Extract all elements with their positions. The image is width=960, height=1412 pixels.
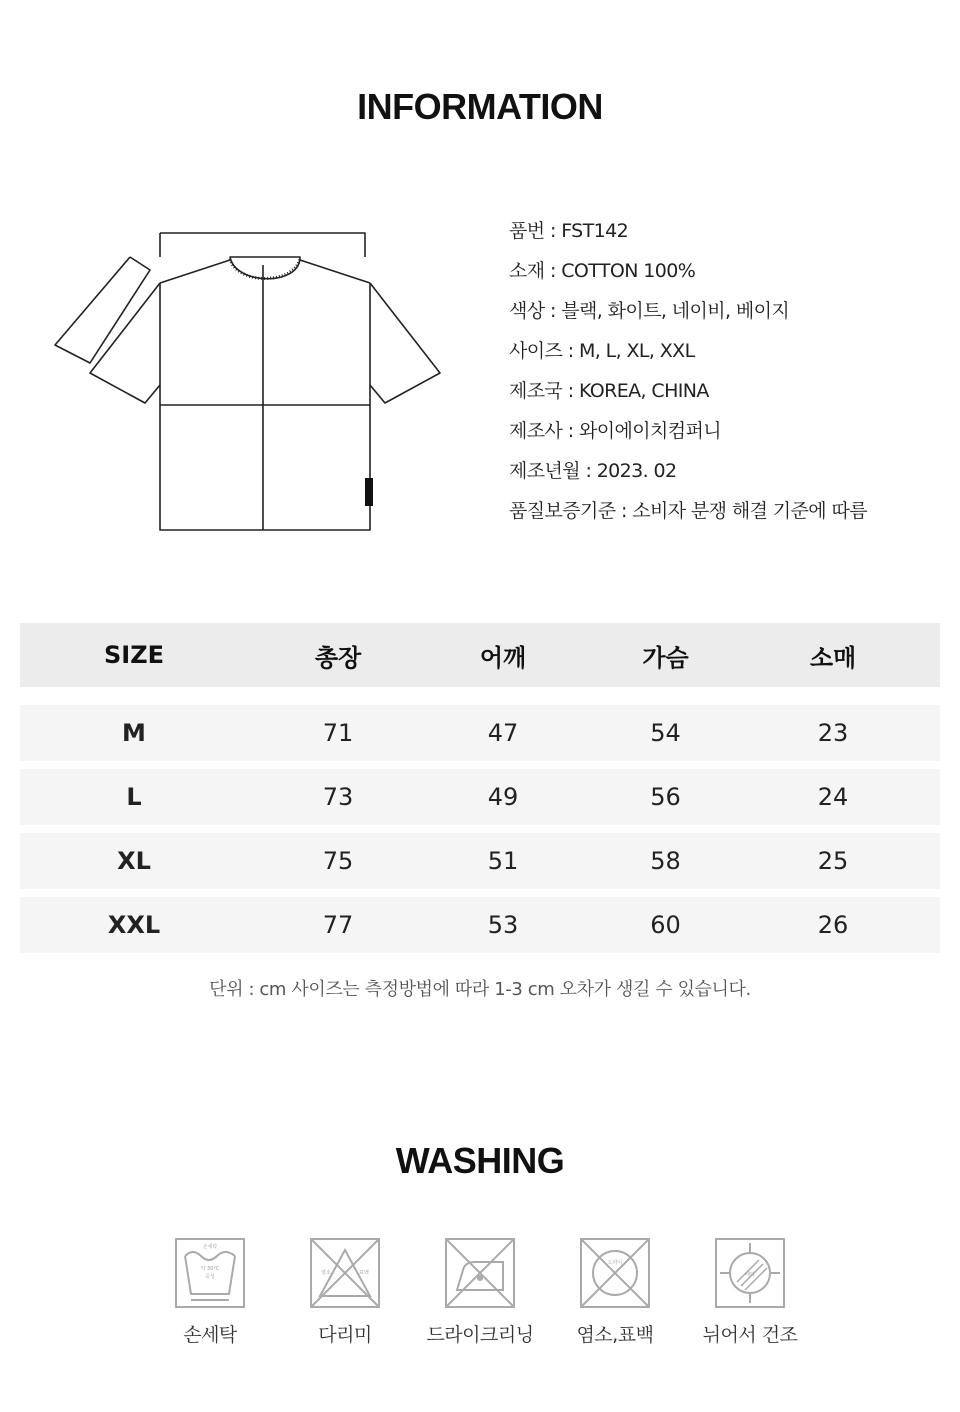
table-cell: 49	[487, 783, 519, 811]
info-item-product-number: 품번 : FST142	[509, 220, 629, 242]
hand-wash-icon	[175, 1238, 245, 1308]
info-item-country: 제조국 : KOREA, CHINA	[509, 380, 709, 402]
wash-label: 뉘어서 건조	[702, 1324, 798, 1346]
table-cell: 58	[650, 847, 681, 875]
header-cell-length: 총장	[314, 643, 362, 672]
info-item-quality-guarantee: 품질보증기준 : 소비자 분쟁 해결 기준에 따름	[509, 500, 868, 522]
size-table	[20, 623, 940, 961]
header-cell-size: SIZE	[103, 641, 164, 669]
dry-flat-icon	[715, 1238, 785, 1308]
information-title: INFORMATION	[357, 86, 603, 127]
shirt-label-tag	[365, 478, 373, 506]
table-row	[20, 833, 940, 889]
size-table-header	[20, 623, 940, 687]
table-cell: 56	[650, 783, 681, 811]
svg-text:중성: 중성	[205, 1274, 215, 1280]
no-bleach-icon	[580, 1238, 650, 1308]
product-info-list	[509, 216, 949, 536]
no-dry-clean-icon	[445, 1238, 515, 1308]
svg-text:약 30°C: 약 30°C	[200, 1266, 220, 1272]
svg-text:손세탁: 손세탁	[202, 1244, 218, 1250]
info-item-manufacturer: 제조사 : 와이에이치컴퍼니	[509, 420, 721, 442]
wash-label: 다리미	[318, 1324, 372, 1346]
wash-label: 손세탁	[183, 1324, 237, 1346]
svg-text:세탁: 세탁	[745, 1272, 755, 1278]
table-row	[20, 705, 940, 761]
wash-label: 드라이크리닝	[426, 1324, 534, 1346]
shirt-measurement-diagram	[50, 225, 450, 545]
table-cell: 24	[817, 783, 849, 811]
table-cell: 54	[650, 719, 681, 747]
svg-text:드라이: 드라이	[607, 1260, 623, 1266]
info-item-material: 소재 : COTTON 100%	[509, 260, 696, 282]
no-iron-icon	[310, 1238, 380, 1308]
table-cell: 23	[817, 719, 849, 747]
size-label: L	[126, 783, 142, 811]
table-cell: 51	[487, 847, 519, 875]
table-cell: 53	[487, 911, 519, 939]
size-label: XL	[117, 847, 151, 875]
header-cell-chest: 가슴	[642, 643, 689, 672]
wash-item	[405, 1238, 555, 1347]
wash-item	[540, 1238, 690, 1347]
table-cell: 60	[650, 911, 681, 939]
info-item-colors: 색상 : 블랙, 화이트, 네이비, 베이지	[509, 300, 790, 322]
table-cell: 25	[817, 847, 849, 875]
size-label: XXL	[107, 911, 161, 939]
table-cell: 73	[322, 783, 354, 811]
table-cell: 71	[322, 719, 354, 747]
info-item-sizes: 사이즈 : M, L, XL, XXL	[509, 340, 695, 362]
svg-text:표백: 표백	[359, 1270, 369, 1276]
sleeve-measure-line	[55, 257, 150, 363]
svg-text:염소: 염소	[321, 1270, 331, 1276]
wash-item	[135, 1238, 285, 1347]
header-cell-shoulder: 어깨	[479, 643, 527, 672]
table-cell: 77	[322, 911, 354, 939]
wash-item	[675, 1238, 825, 1347]
table-row	[20, 897, 940, 953]
table-cell: 47	[487, 719, 519, 747]
washing-icons	[0, 1238, 960, 1358]
size-label: M	[122, 719, 146, 747]
size-table-note: 단위 : cm 사이즈는 측정방법에 따라 1-3 cm 오차가 생길 수 있습니다.	[209, 979, 751, 1000]
header-cell-sleeve: 소매	[809, 643, 857, 672]
table-cell: 75	[322, 847, 354, 875]
shoulder-measure-line	[160, 233, 365, 257]
table-cell: 26	[817, 911, 849, 939]
wash-item	[270, 1238, 420, 1347]
info-item-manufacture-date: 제조년월 : 2023. 02	[509, 460, 677, 482]
wash-label: 염소,표백	[576, 1324, 654, 1346]
table-row	[20, 769, 940, 825]
washing-title: WASHING	[395, 1140, 565, 1181]
